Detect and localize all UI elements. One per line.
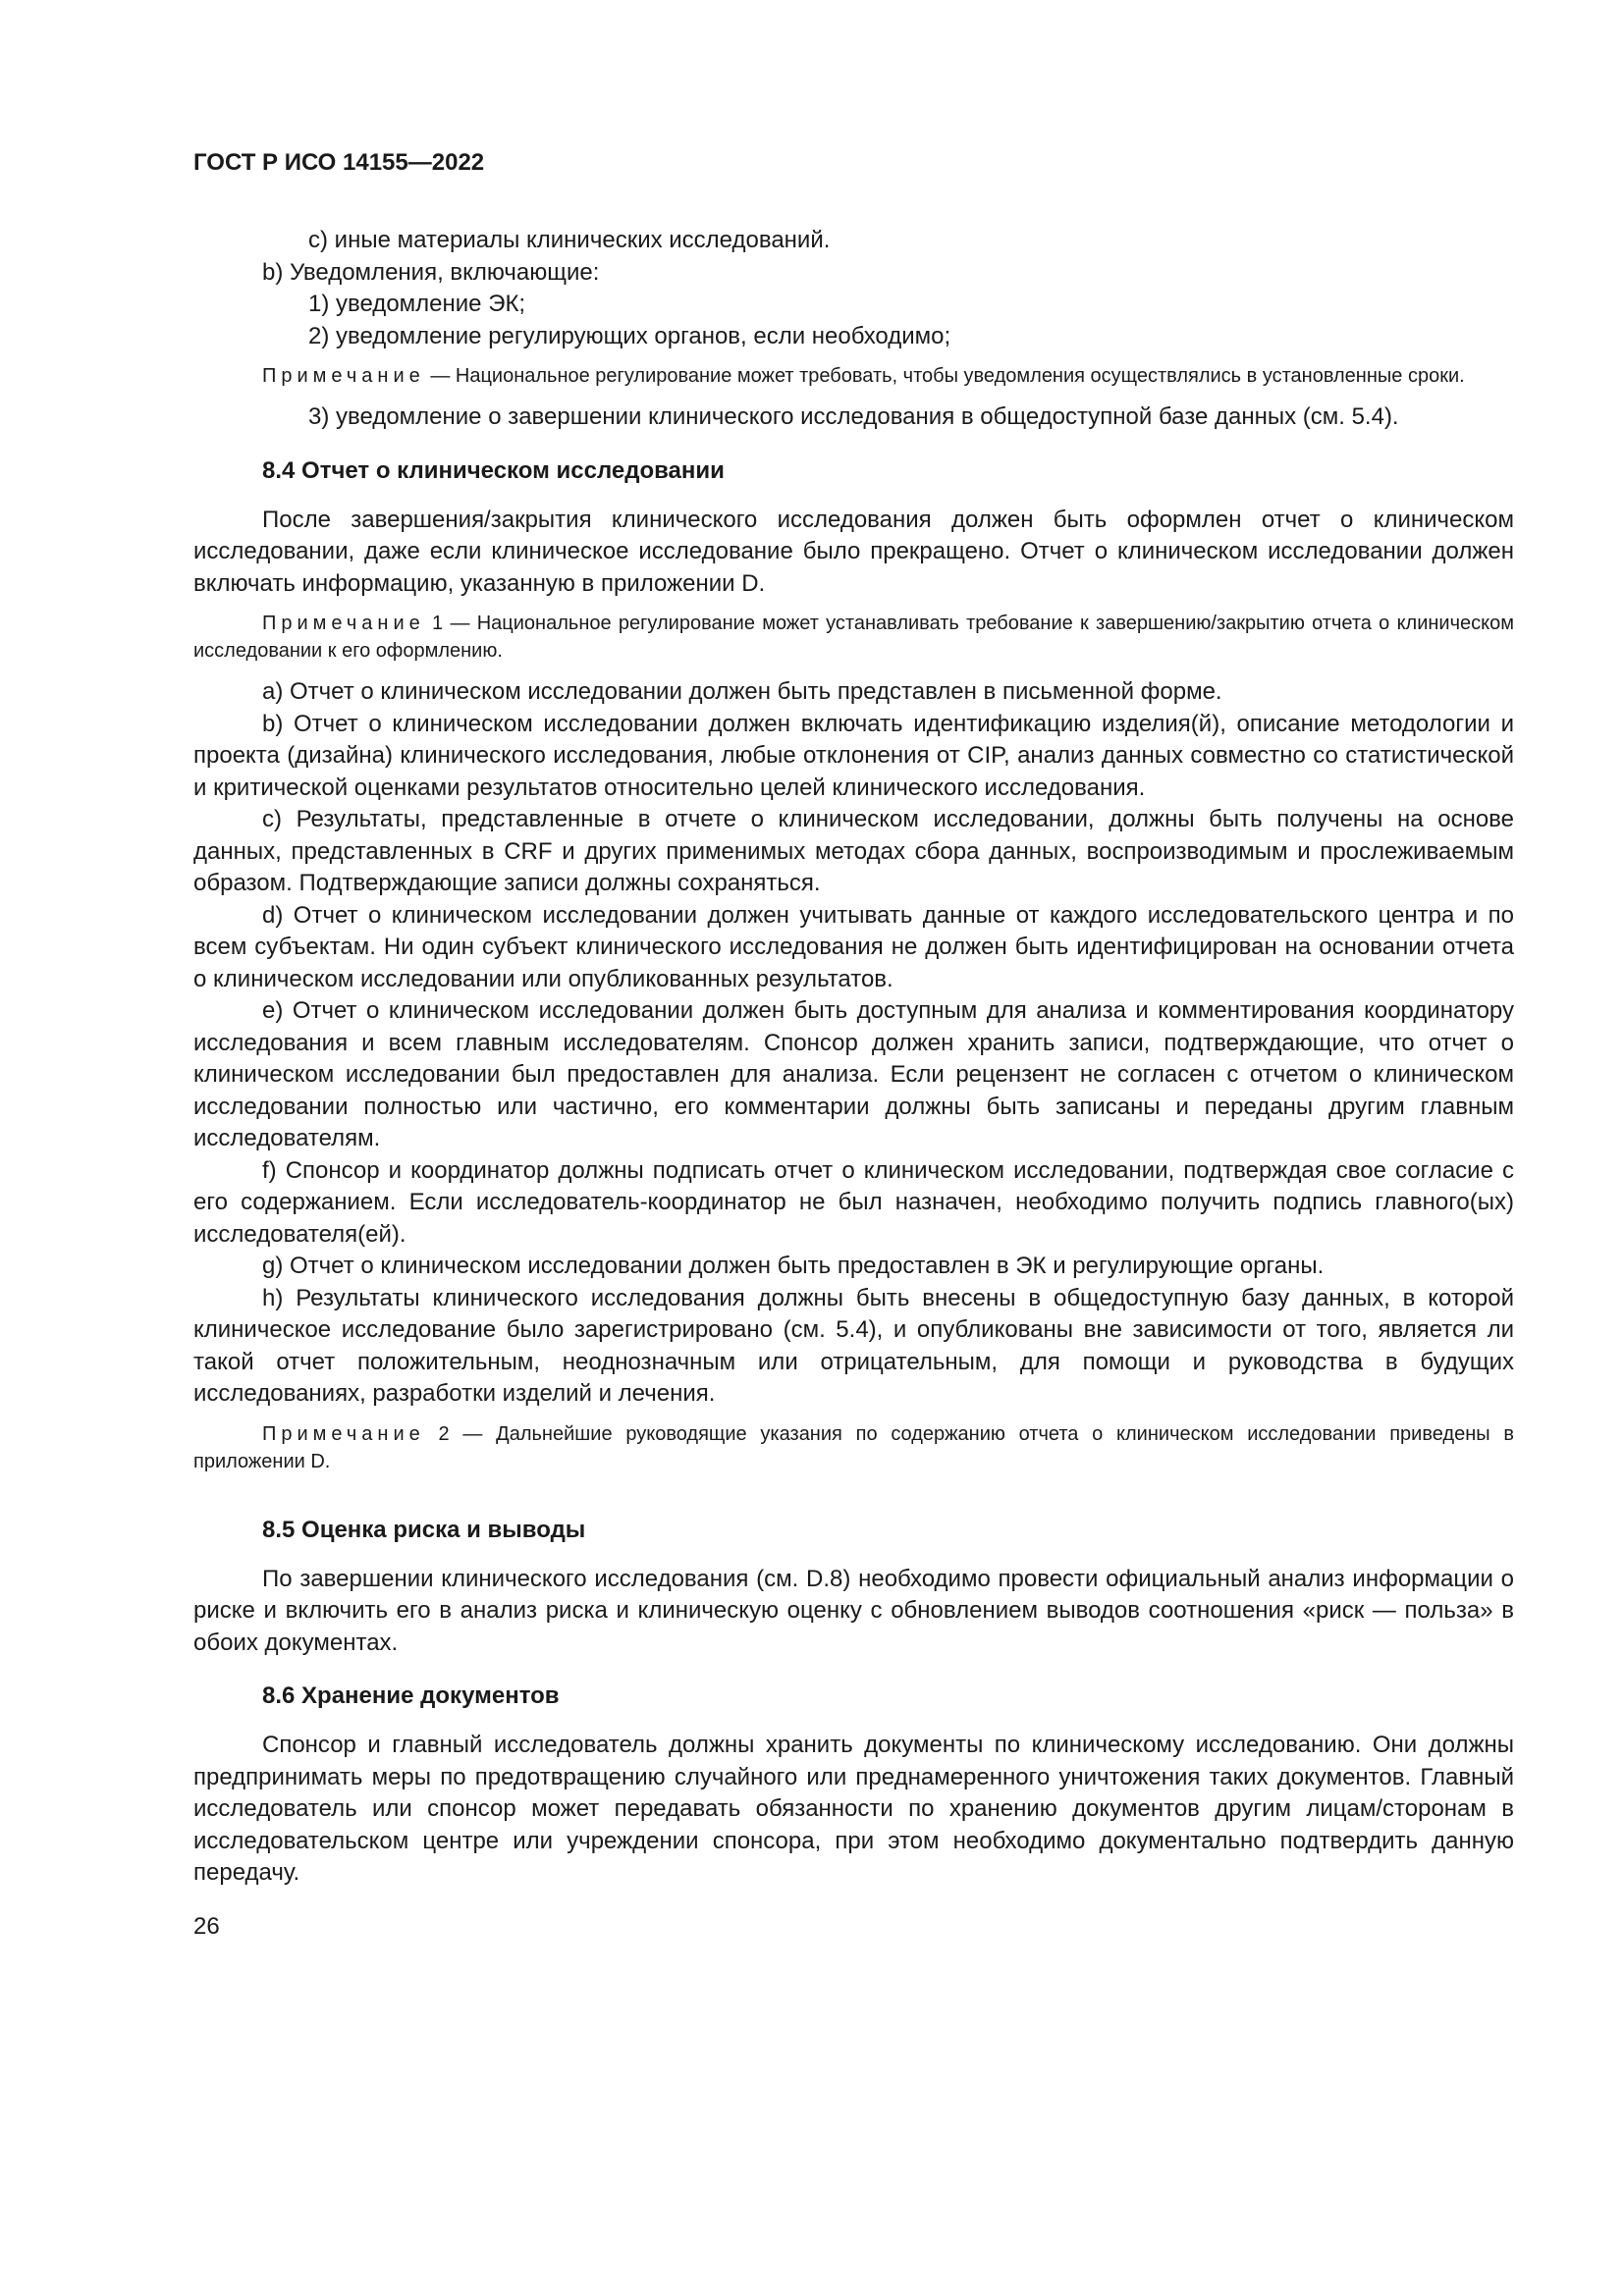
note-label: Примечание bbox=[262, 365, 425, 387]
section-8-5-text: По завершении клинического исследования (см. D.8) необходимо провести официальный анализ информации о риске и включить его в анализ риска и клиническую оценку с обновлением выводов соотношения «риск — польза» в обоих документах. bbox=[193, 1565, 1514, 1656]
note-label: Примечание bbox=[262, 1422, 425, 1445]
note-2 bbox=[193, 1420, 1514, 1475]
list-item-b1: 1) уведомление ЭК; bbox=[308, 291, 526, 317]
list-item-b3: 3) уведомление о завершении клинического исследования в общедоступной базе данных (см. 5.4). bbox=[308, 403, 1399, 430]
section-8-4-item-f: f) Спонсор и координатор должны подписать отчет о клиническом исследовании, подтверждая свое согласие с его содержанием. Если исследователь-координатор не был назначен, необходимо получить подпись главного(ых) исследователя(ей). bbox=[193, 1156, 1514, 1248]
list-item-b2: 2) уведомление регулирующих органов, если необходимо; bbox=[308, 322, 951, 349]
note-notifications bbox=[193, 362, 1514, 390]
page-number: 26 bbox=[193, 1912, 220, 1940]
note-text: — Национальное регулирование может требовать, чтобы уведомления осуществлялись в установленные сроки. bbox=[424, 365, 1465, 387]
note-text: 1 — Национальное регулирование может устанавливать требование к завершению/закрытию отчета о клиническом исследовании к его оформлению. bbox=[193, 613, 1514, 662]
section-8-4-item-h: h) Результаты клинического исследования должны быть внесены в общедоступную базу данных, в которой клиническое исследование было зарегистрировано (см. 5.4), и опубликованы вне зависимости от того, является ли такой отчет положительным, неоднозначным или отрицательным, для помощи и руководства в будущих исследованиях, разработки изделий и лечения. bbox=[193, 1284, 1514, 1407]
note-text: 2 — Дальнейшие руководящие указания по содержанию отчета о клиническом исследовании приведены в приложении D. bbox=[193, 1422, 1514, 1472]
section-heading-8-6: 8.6 Хранение документов bbox=[262, 1682, 560, 1709]
section-heading-8-5: 8.5 Оценка риска и выводы bbox=[262, 1516, 586, 1543]
section-8-4-item-g: g) Отчет о клиническом исследовании должен быть предоставлен в ЭК и регулирующие органы. bbox=[262, 1253, 1325, 1279]
note-1 bbox=[193, 610, 1514, 665]
section-8-4-item-e: e) Отчет о клиническом исследовании должен быть доступным для анализа и комментирования координатору исследования и всем главным исследователям. Спонсор должен хранить записи, подтверждающие, что отчет о клиническом исследовании был предоставлен для анализа. Если рецензент не согласен с отчетом о клиническом исследовании полностью или частично, его комментарии должны быть записаны и переданы другим главным исследователям. bbox=[193, 997, 1514, 1151]
section-heading-8-4: 8.4 Отчет о клиническом исследовании bbox=[262, 456, 725, 484]
list-item-c3: c) иные материалы клинических исследований. bbox=[308, 227, 831, 253]
list-item-b: b) Уведомления, включающие: bbox=[262, 258, 600, 286]
section-8-6-text: Спонсор и главный исследователь должны хранить документы по клиническому исследованию. Они должны предпринимать меры по предотвращению случайного или преднамеренного уничтожения таких документов. Главный исследователь или спонсор может передавать обязанности по хранению документов другим лицам/сторонам в исследовательском центре или учреждении спонсора, при этом необходимо документально подтвердить данную передачу. bbox=[193, 1732, 1514, 1886]
section-8-4-item-b: b) Отчет о клиническом исследовании должен включать идентификацию изделия(й), описание методологии и проекта (дизайна) клинического исследования, любые отклонения от CIP, анализ данных совместно со статистической и критической оценками результатов относительно целей клинического исследования. bbox=[193, 710, 1514, 801]
section-8-4-item-a: a) Отчет о клиническом исследовании должен быть представлен в письменной форме. bbox=[262, 678, 1222, 705]
section-8-4-item-d: d) Отчет о клиническом исследовании должен учитывать данные от каждого исследовательского центра и по всем субъектам. Ни один субъект клинического исследования не должен быть идентифицирован на основании отчета о клиническом исследовании или опубликованных результатов. bbox=[193, 901, 1514, 992]
note-label: Примечание bbox=[262, 613, 425, 634]
document-page bbox=[193, 147, 1514, 1943]
section-8-4-item-c: c) Результаты, представленные в отчете о клиническом исследовании, должны быть получены на основе данных, представленных в CRF и других применимых методах сбора данных, воспроизводимым и прослеживаемым образом. Подтверждающие записи должны сохраняться. bbox=[193, 806, 1514, 896]
section-8-4-intro: После завершения/закрытия клинического исследования должен быть оформлен отчет о клиническом исследовании, даже если клиническое исследование было прекращено. Отчет о клиническом исследовании должен включать информацию, указанную в приложении D. bbox=[193, 506, 1514, 597]
document-header: ГОСТ Р ИСО 14155—2022 bbox=[193, 149, 485, 176]
